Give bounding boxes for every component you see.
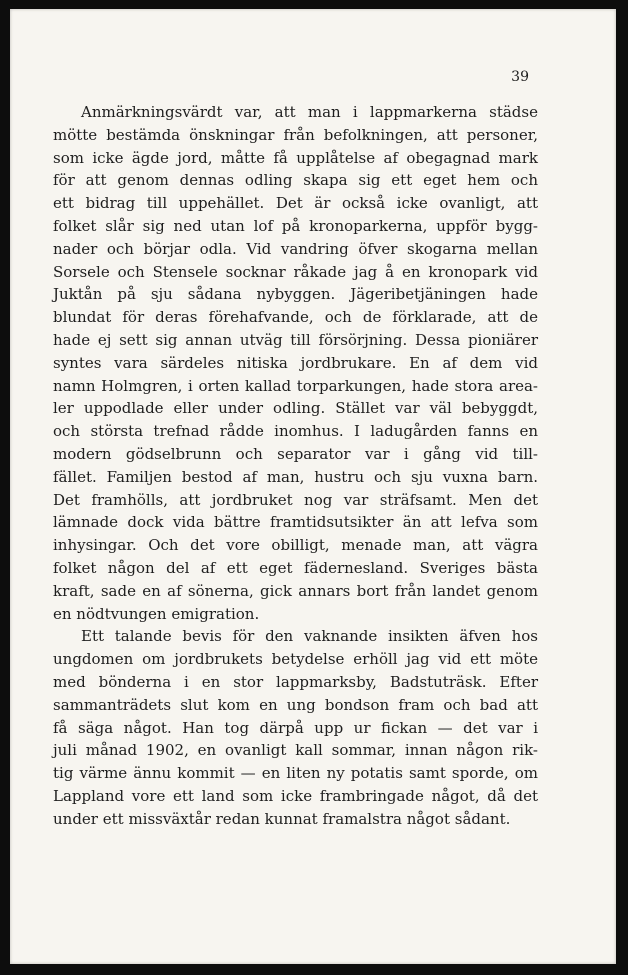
text-line: nader och börjar odla. Vid vandring öfver skogarna mellan [53,239,538,258]
text-line: med bönderna i en stor lappmarksby, Badstuträsk. Efter [53,672,538,691]
text-line: få säga något. Han tog därpå upp ur fickan — det var i [53,718,538,737]
text-line: hade ej sett sig annan utväg till försörjning. Dessa pioniärer [53,330,538,349]
text-line: ett bidrag till uppehället. Det är också icke ovanligt, att [53,194,538,213]
text-line: folket slår sig ned utan lof på kronoparkerna, uppför bygg- [53,216,538,235]
paragraph-2 [53,625,538,830]
text-line: syntes vara särdeles nitiska jordbrukare. En af dem vid [53,353,538,372]
text-line: namn Holmgren, i orten kallad torparkungen, hade stora area- [53,376,538,395]
text-line: modern gödselbrunn och separator var i gång vid till- [53,444,538,463]
text-line: Sorsele och Stensele socknar råkade jag å en kronopark vid [53,262,538,281]
text-line: sammanträdets slut kom en ung bondson fram och bad att [53,695,538,714]
book-page [10,9,616,964]
text-line: Anmärkningsvärdt var, att man i lappmarkerna städse [81,103,538,121]
text-line: fället. Familjen bestod af man, hustru och sju vuxna barn. [53,467,538,486]
body-text [53,101,538,831]
text-line: mötte bestämda önskningar från befolkningen, att personer, [53,125,538,144]
text-line: under ett missväxtår redan kunnat framalstra något sådant. [53,809,511,828]
text-line: Ett talande bevis för den vaknande insikten äfven hos [81,627,538,646]
text-line: kraft, sade en af sönerna, gick annars bort från landet genom [53,581,538,600]
text-line: Det framhölls, att jordbruket nog var sträfsamt. Men det [53,490,538,509]
text-line: som icke ägde jord, måtte få upplåtelse af obegagnad mark [53,148,538,167]
text-line: ler uppodlade eller under odling. Stället var väl bebyggdt, [53,399,538,418]
text-line: blundat för deras förehafvande, och de förklarade, att de [53,308,538,327]
text-line: Juktån på sju sådana nybyggen. Jägeribetjäningen hade [53,285,538,304]
text-line: juli månad 1902, en ovanligt kall sommar, innan någon rik- [53,741,538,760]
text-line: för att genom dennas odling skapa sig ett eget hem och [53,171,538,190]
text-line: och största trefnad rådde inomhus. I ladugården fanns en [53,422,538,441]
text-line: tig värme ännu kommit — en liten ny potatis samt sporde, om [53,764,538,783]
text-line: inhysingar. Och det vore obilligt, menade man, att vägra [53,536,538,555]
text-line: lämnade dock vida bättre framtidsutsikter än att lefva som [53,513,538,532]
text-line: Lappland vore ett land som icke frambringade något, då det [53,786,538,805]
page-number: 39 [511,69,529,85]
text-line: ungdomen om jordbrukets betydelse erhöll jag vid ett möte [53,650,538,669]
text-line: en nödtvungen emigration. [53,604,260,623]
paragraph-1 [53,101,538,625]
text-line: folket någon del af ett eget fädernesland. Sveriges bästa [53,558,538,577]
